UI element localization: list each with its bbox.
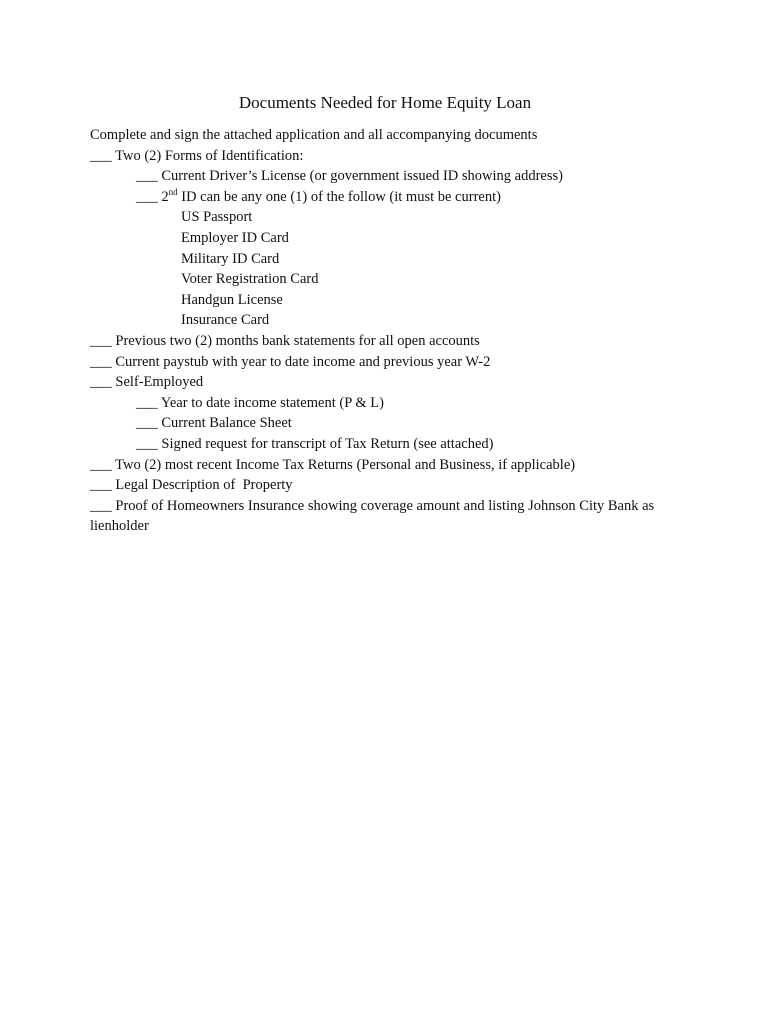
item-label: Current Balance Sheet bbox=[161, 415, 292, 432]
blank-line: ___ bbox=[136, 435, 158, 452]
second-id-number: 2 bbox=[161, 188, 169, 205]
id-option: Insurance Card bbox=[181, 312, 270, 329]
blank-line: ___ bbox=[90, 456, 112, 473]
item-label: Self-Employed bbox=[115, 374, 204, 391]
id-option: Handgun License bbox=[181, 291, 283, 308]
intro-text: Complete and sign the attached application and all accompanying documents bbox=[90, 127, 538, 143]
blank-line: ___ bbox=[90, 497, 112, 514]
second-id-text: ID can be any one (1) of the follow (it must be current) bbox=[177, 188, 501, 205]
checklist-subitem-balance-sheet bbox=[90, 413, 690, 434]
checklist-item-identification bbox=[90, 146, 690, 167]
checklist-subitem-second-id bbox=[90, 187, 690, 208]
blank-line: ___ bbox=[136, 394, 158, 411]
checklist-item-legal-description bbox=[90, 475, 690, 496]
checklist-subitem-income-statement bbox=[90, 393, 690, 414]
id-option: Voter Registration Card bbox=[181, 271, 319, 288]
blank-line: ___ bbox=[90, 353, 112, 370]
blank-line: ___ bbox=[136, 168, 158, 185]
item-label: Two (2) most recent Income Tax Returns (Personal and Business, if applicable) bbox=[115, 456, 576, 473]
item-label: Previous two (2) months bank statements for all open accounts bbox=[115, 332, 480, 349]
blank-line: ___ bbox=[90, 332, 112, 349]
blank-line: ___ bbox=[136, 415, 158, 432]
item-label: Two (2) Forms of Identification: bbox=[115, 147, 304, 164]
document-title: Documents Needed for Home Equity Loan bbox=[238, 93, 532, 112]
blank-line: ___ bbox=[90, 477, 112, 494]
id-option: US Passport bbox=[181, 209, 253, 226]
item-label: Proof of Homeowners Insurance showing coverage amount and listing Johnson City Bank as bbox=[115, 497, 655, 514]
blank-line: ___ bbox=[136, 188, 158, 205]
checklist-item-self-employed bbox=[90, 372, 690, 393]
checklist-item-tax-returns bbox=[90, 455, 690, 476]
item-label: Signed request for transcript of Tax Return (see attached) bbox=[161, 435, 494, 452]
checklist-item-homeowners-insurance-continued: lienholder bbox=[90, 518, 149, 535]
blank-line: ___ bbox=[90, 374, 112, 391]
checklist-item-bank-statements bbox=[90, 331, 690, 352]
id-option: Military ID Card bbox=[181, 250, 280, 267]
document-body bbox=[90, 125, 690, 537]
item-label: Current paystub with year to date income and previous year W-2 bbox=[115, 353, 491, 370]
checklist-subitem-tax-transcript bbox=[90, 434, 690, 455]
checklist-item-paystub bbox=[90, 352, 690, 373]
checklist-item-homeowners-insurance bbox=[90, 496, 690, 517]
item-label: Legal Description of Property bbox=[115, 477, 293, 494]
id-option: Employer ID Card bbox=[181, 229, 289, 246]
ordinal-superscript: nd bbox=[168, 186, 178, 197]
item-label: Year to date income statement (P & L) bbox=[160, 394, 384, 411]
item-label: Current Driver’s License (or government issued ID showing address) bbox=[161, 168, 563, 185]
checklist-subitem-drivers-license bbox=[90, 166, 690, 187]
blank-line: ___ bbox=[90, 147, 112, 164]
